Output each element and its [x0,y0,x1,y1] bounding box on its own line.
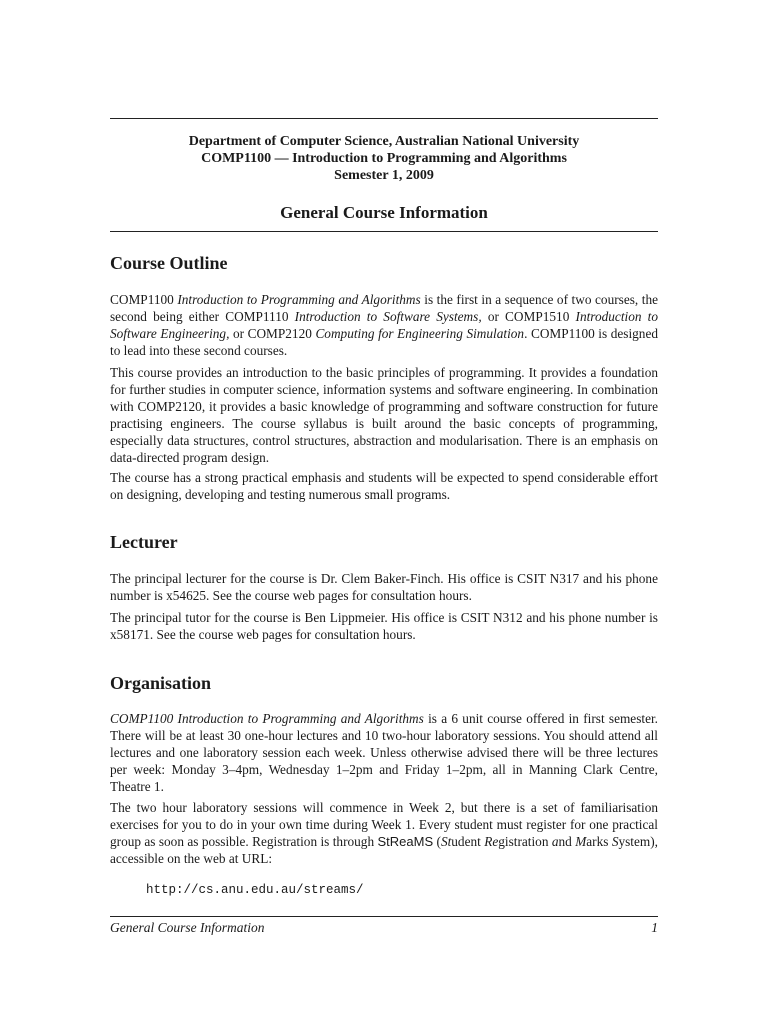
header-department: Department of Computer Science, Australian National University [188,134,580,149]
section-heading-organisation: Organisation [110,673,212,693]
footer-rule [110,916,658,917]
lecturer-paragraph-1: The principal lecturer for the course is Dr. Clem Baker-Finch. His office is CSIT N317 and his phone number is x54625. See the course web pages for consultation hours. [110,571,658,603]
course-outline-paragraph-3: The course has a strong practical emphasis and students will be expected to spend considerable effort on designing, developing and testing numerous small programs. [110,470,658,502]
organisation-paragraph-1: COMP1100 Introduction to Programming and Algorithms is a 6 unit course offered in first semester. There will be at least 30 one-hour lectures and 10 two-hour laboratory sessions. You should attend all lectures and one laboratory session each week. Unless otherwise advised there will be three lectures per week: Monday 3–4pm, Wednesday 1–2pm and Friday 1–2pm, all in Manning Clark Centre, Theatre 1. [110,711,659,794]
section-heading-course-outline: Course Outline [110,253,228,273]
organisation-paragraph-2: The two hour laboratory sessions will commence in Week 2, but there is a set of familiarisation exercises for you to do in your own time during Week 1. Every student must register for one practical group as soon as possible. Registration is through StReaMS (Student Registration and Marks System), accessible on the web at URL: [110,800,658,866]
top-rule [110,118,658,119]
lecturer-paragraph-2: The principal tutor for the course is Ben Lippmeier. His office is CSIT N312 and his phone number is x58171. See the course web pages for consultation hours. [110,610,658,642]
section-heading-lecturer: Lecturer [110,532,178,552]
footer-title: General Course Information [110,920,265,935]
header-semester: Semester 1, 2009 [334,168,434,183]
streams-url: http://cs.anu.edu.au/streams/ [146,883,364,897]
page-number: 1 [651,920,658,935]
page-title: General Course Information [280,203,488,222]
header-course: COMP1100 — Introduction to Programming and Algorithms [201,151,567,166]
course-outline-paragraph-1: COMP1100 Introduction to Programming and Algorithms is the first in a sequence of two courses, the second being either COMP1110 Introduction to Software Systems, or COMP1510 Introduction to Software Engineering, or COMP2120 Computing for Engineering Simulation. COMP1100 is designed to lead into these second courses. [110,292,658,358]
course-outline-paragraph-2: This course provides an introduction to the basic principles of programming. It provides a foundation for further studies in computer science, information systems and software engineering. In combination with COMP2120, it provides a basic knowledge of programming and software construction for future practising engineers. The course syllabus is built around the basic concepts of programming, especially data structures, control structures, abstraction and modularisation. There is an emphasis on data-directed program design. [110,365,658,465]
title-rule [110,231,658,232]
